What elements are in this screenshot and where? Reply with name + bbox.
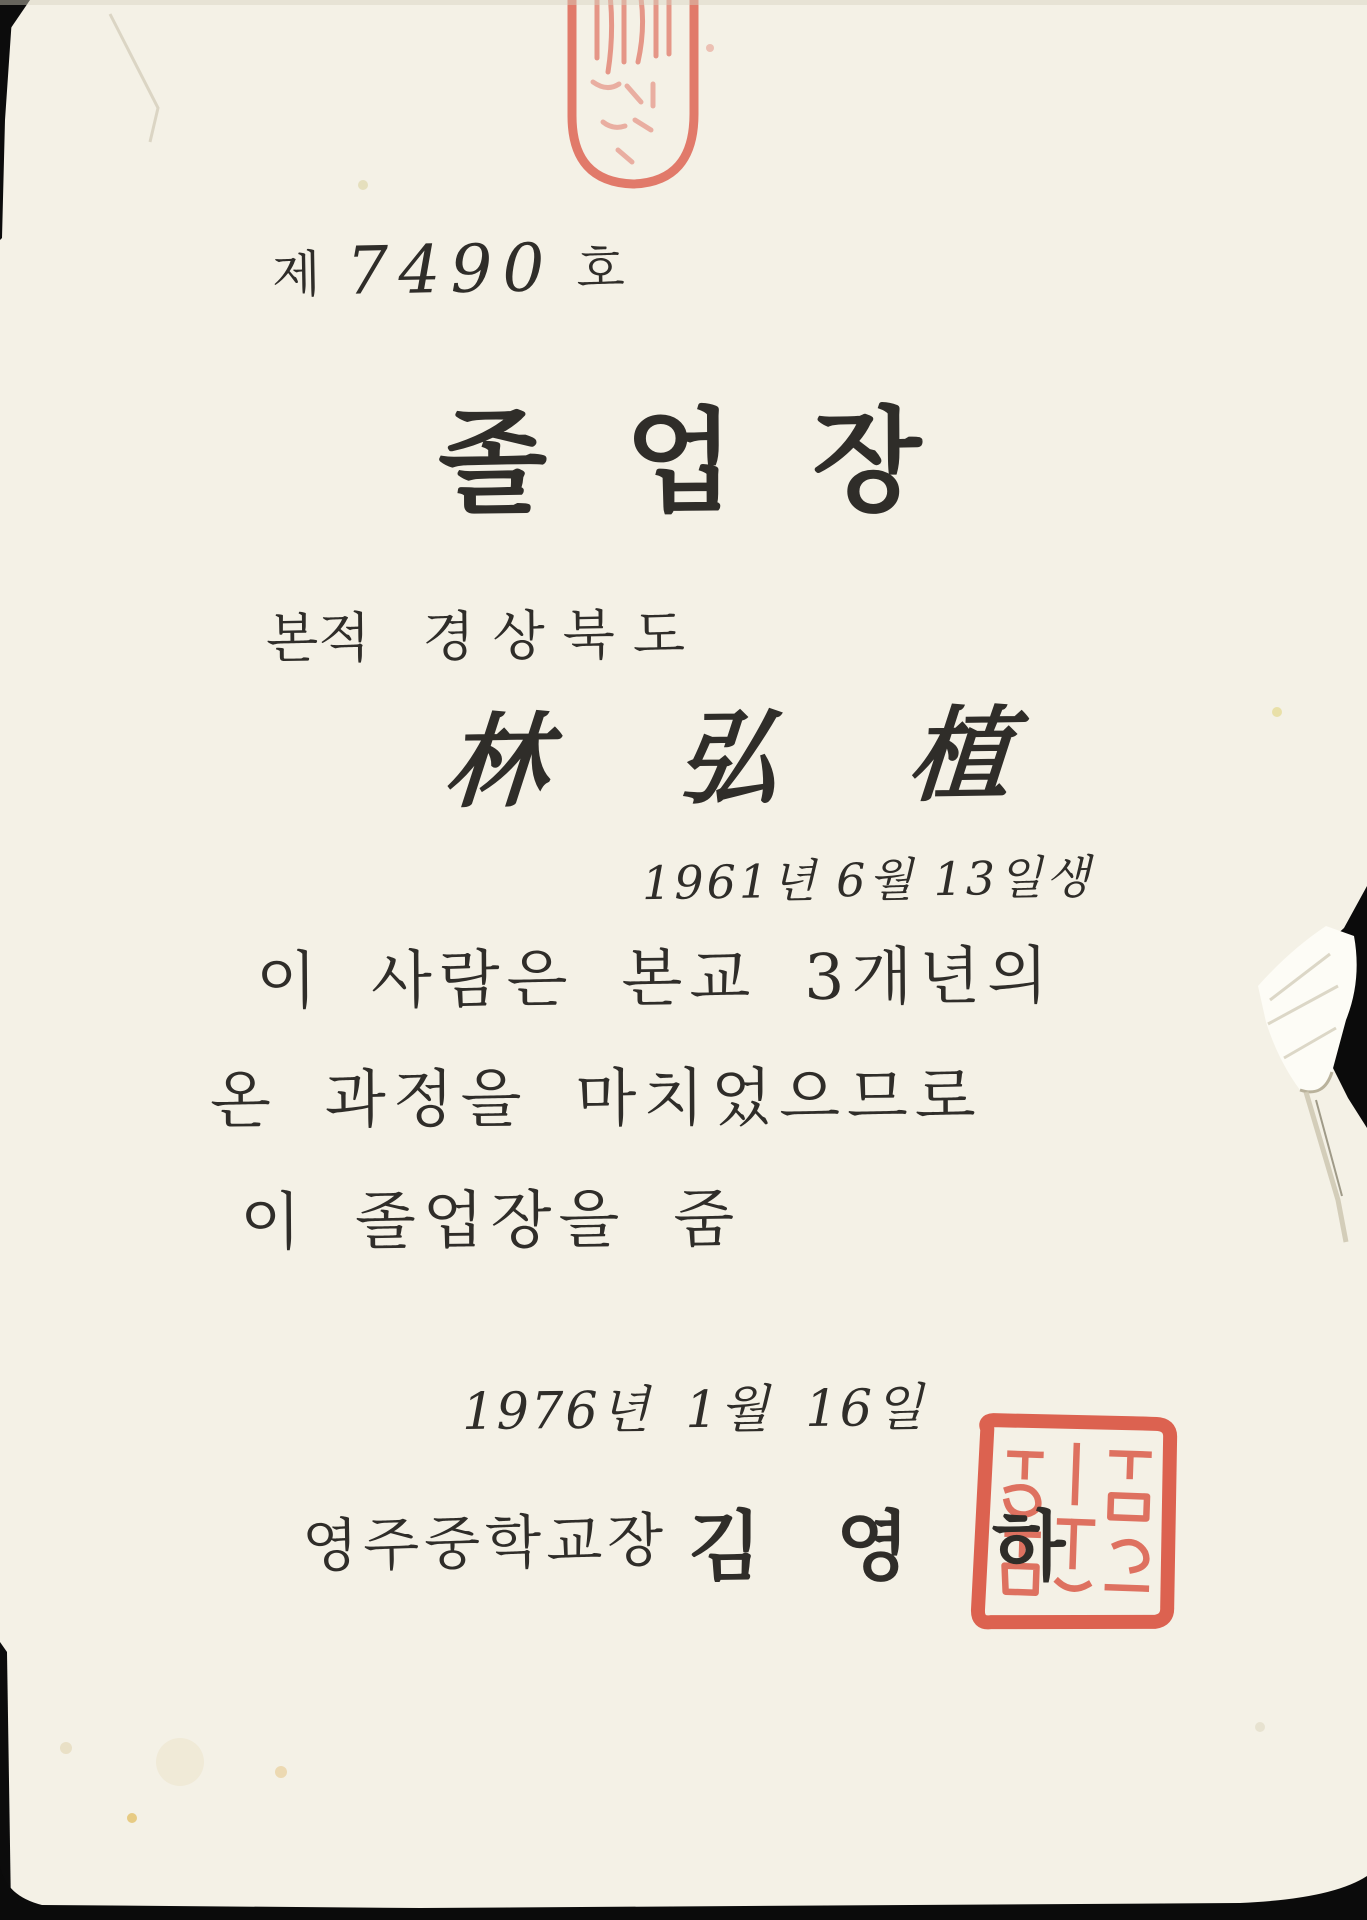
birthdate-line: 1961년 6월 13일생: [641, 849, 1094, 911]
certificate-number-prefix: 제: [271, 245, 325, 305]
certificate-number-suffix: 호: [575, 239, 630, 299]
certificate-number-value: 7490: [345, 229, 555, 310]
domicile-line: [266, 592, 704, 674]
certificate-number-line: [271, 225, 629, 308]
body-text-line-3: 이 졸업장을 줌: [239, 1182, 742, 1259]
body-text-line-2: 온 과정을 마치었으므로: [209, 1059, 983, 1138]
issuer-name-char-2: 영: [836, 1502, 910, 1591]
domicile-label: 본적: [265, 606, 371, 671]
certificate-title: 졸업장: [437, 393, 1000, 530]
domicile-value: 경상북도: [422, 602, 704, 669]
school-emblem-stamp-icon: [563, 0, 703, 192]
body-text-line-1: 이 사람은 본교 3개년의: [255, 939, 1056, 1018]
graduate-name-hanja: 林 弘 植: [440, 694, 1046, 824]
issuer-title: 영주중학교장: [301, 1505, 669, 1581]
issue-date-line: 1976년 1월 16일: [461, 1378, 926, 1443]
issuer-name-char-3: 하: [992, 1502, 1066, 1591]
issuer-name-char-1: 김: [688, 1502, 762, 1591]
